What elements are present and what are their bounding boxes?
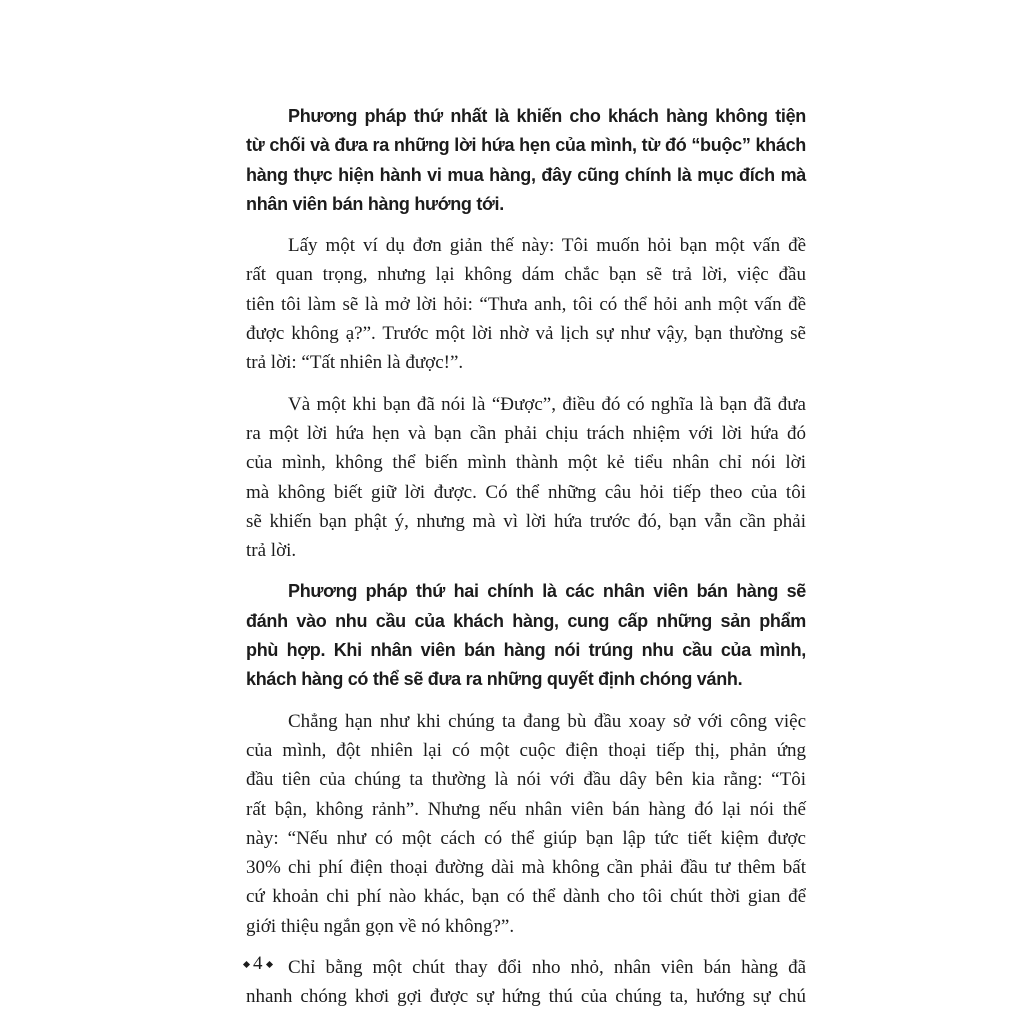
page-body [246,102,806,1012]
text-line: rất bận, không rảnh”. Nhưng nếu nhân viên bán hàng đó lại nói thế [246,798,806,820]
text-line: tiên tôi làm sẽ là mở lời hỏi: “Thưa anh, tôi có thể hỏi anh một vấn đề [246,293,806,315]
text-line: mà không biết giữ lời được. Có thể những câu hỏi tiếp theo của tôi [246,481,806,503]
page-number [244,953,272,975]
text-line: đánh vào nhu cầu của khách hàng, cung cấp những sản phẩm [246,610,806,631]
body-paragraph-3 [246,707,806,941]
diamond-ornament-icon [243,960,250,967]
body-paragraph-4 [246,953,806,1012]
bold-paragraph-2 [246,577,806,694]
bold-paragraph-1 [246,102,806,219]
text-line: đầu tiên của chúng ta thường là nói với đầu dây bên kia rằng: “Tôi [246,769,806,791]
text-line: Phương pháp thứ hai chính là các nhân viên bán hàng sẽ [288,581,806,602]
text-line: ra một lời hứa hẹn và bạn cần phải chịu trách nhiệm với lời hứa đó [246,422,806,444]
text-line: trả lời: “Tất nhiên là được!”. [246,352,464,374]
text-line: sẽ khiến bạn phật ý, nhưng mà vì lời hứa trước đó, bạn vẫn cần phải [246,510,806,532]
text-line: Và một khi bạn đã nói là “Được”, điều đó có nghĩa là bạn đã đưa [288,393,806,415]
text-line: này: “Nếu như có một cách có thể giúp bạn lập tức tiết kiệm được [246,827,806,849]
text-line: của mình, đột nhiên lại có một cuộc điện thoại tiếp thị, phản ứng [246,739,806,761]
text-line: được không ạ?”. Trước một lời nhờ vả lịch sự như vậy, bạn thường sẽ [246,323,806,345]
body-paragraph-1 [246,231,806,377]
text-line: khách hàng có thể sẽ đưa ra những quyết định chóng vánh. [246,669,743,690]
text-line: nhanh chóng khơi gợi được sự hứng thú của chúng ta, hướng sự chú [246,986,806,1008]
text-line: rất quan trọng, nhưng lại không dám chắc bạn sẽ trả lời, việc đầu [246,264,806,286]
text-line: cứ khoản chi phí nào khác, bạn có thể dành cho tôi chút thời gian để [246,886,806,908]
text-line: Phương pháp thứ nhất là khiến cho khách hàng không tiện [288,106,806,126]
text-line: Chẳng hạn như khi chúng ta đang bù đầu xoay sở với công việc [288,710,806,732]
diamond-ornament-icon [265,960,272,967]
body-paragraph-2 [246,390,806,566]
text-line: phù hợp. Khi nhân viên bán hàng nói trúng nhu cầu của mình, [246,640,806,661]
text-line: Lấy một ví dụ đơn giản thế này: Tôi muốn hỏi bạn một vấn đề [288,235,806,257]
text-line: 30% chi phí điện thoại đường dài mà không cần phải đầu tư thêm bất [246,857,806,879]
text-line: Chỉ bằng một chút thay đổi nho nhỏ, nhân viên bán hàng đã [288,957,806,979]
text-line: nhân viên bán hàng hướng tới. [246,193,504,214]
text-line: của mình, không thể biến mình thành một kẻ tiểu nhân chỉ nói lời [246,452,806,474]
text-line: hàng thực hiện hành vi mua hàng, đây cũng chính là mục đích mà [246,164,806,185]
text-line: trả lời. [246,540,297,562]
page-number-value: 4 [253,953,263,974]
text-line: từ chối và đưa ra những lời hứa hẹn của mình, từ đó “buộc” khách [246,135,806,156]
text-line: giới thiệu ngắn gọn về nó không?”. [246,915,515,937]
